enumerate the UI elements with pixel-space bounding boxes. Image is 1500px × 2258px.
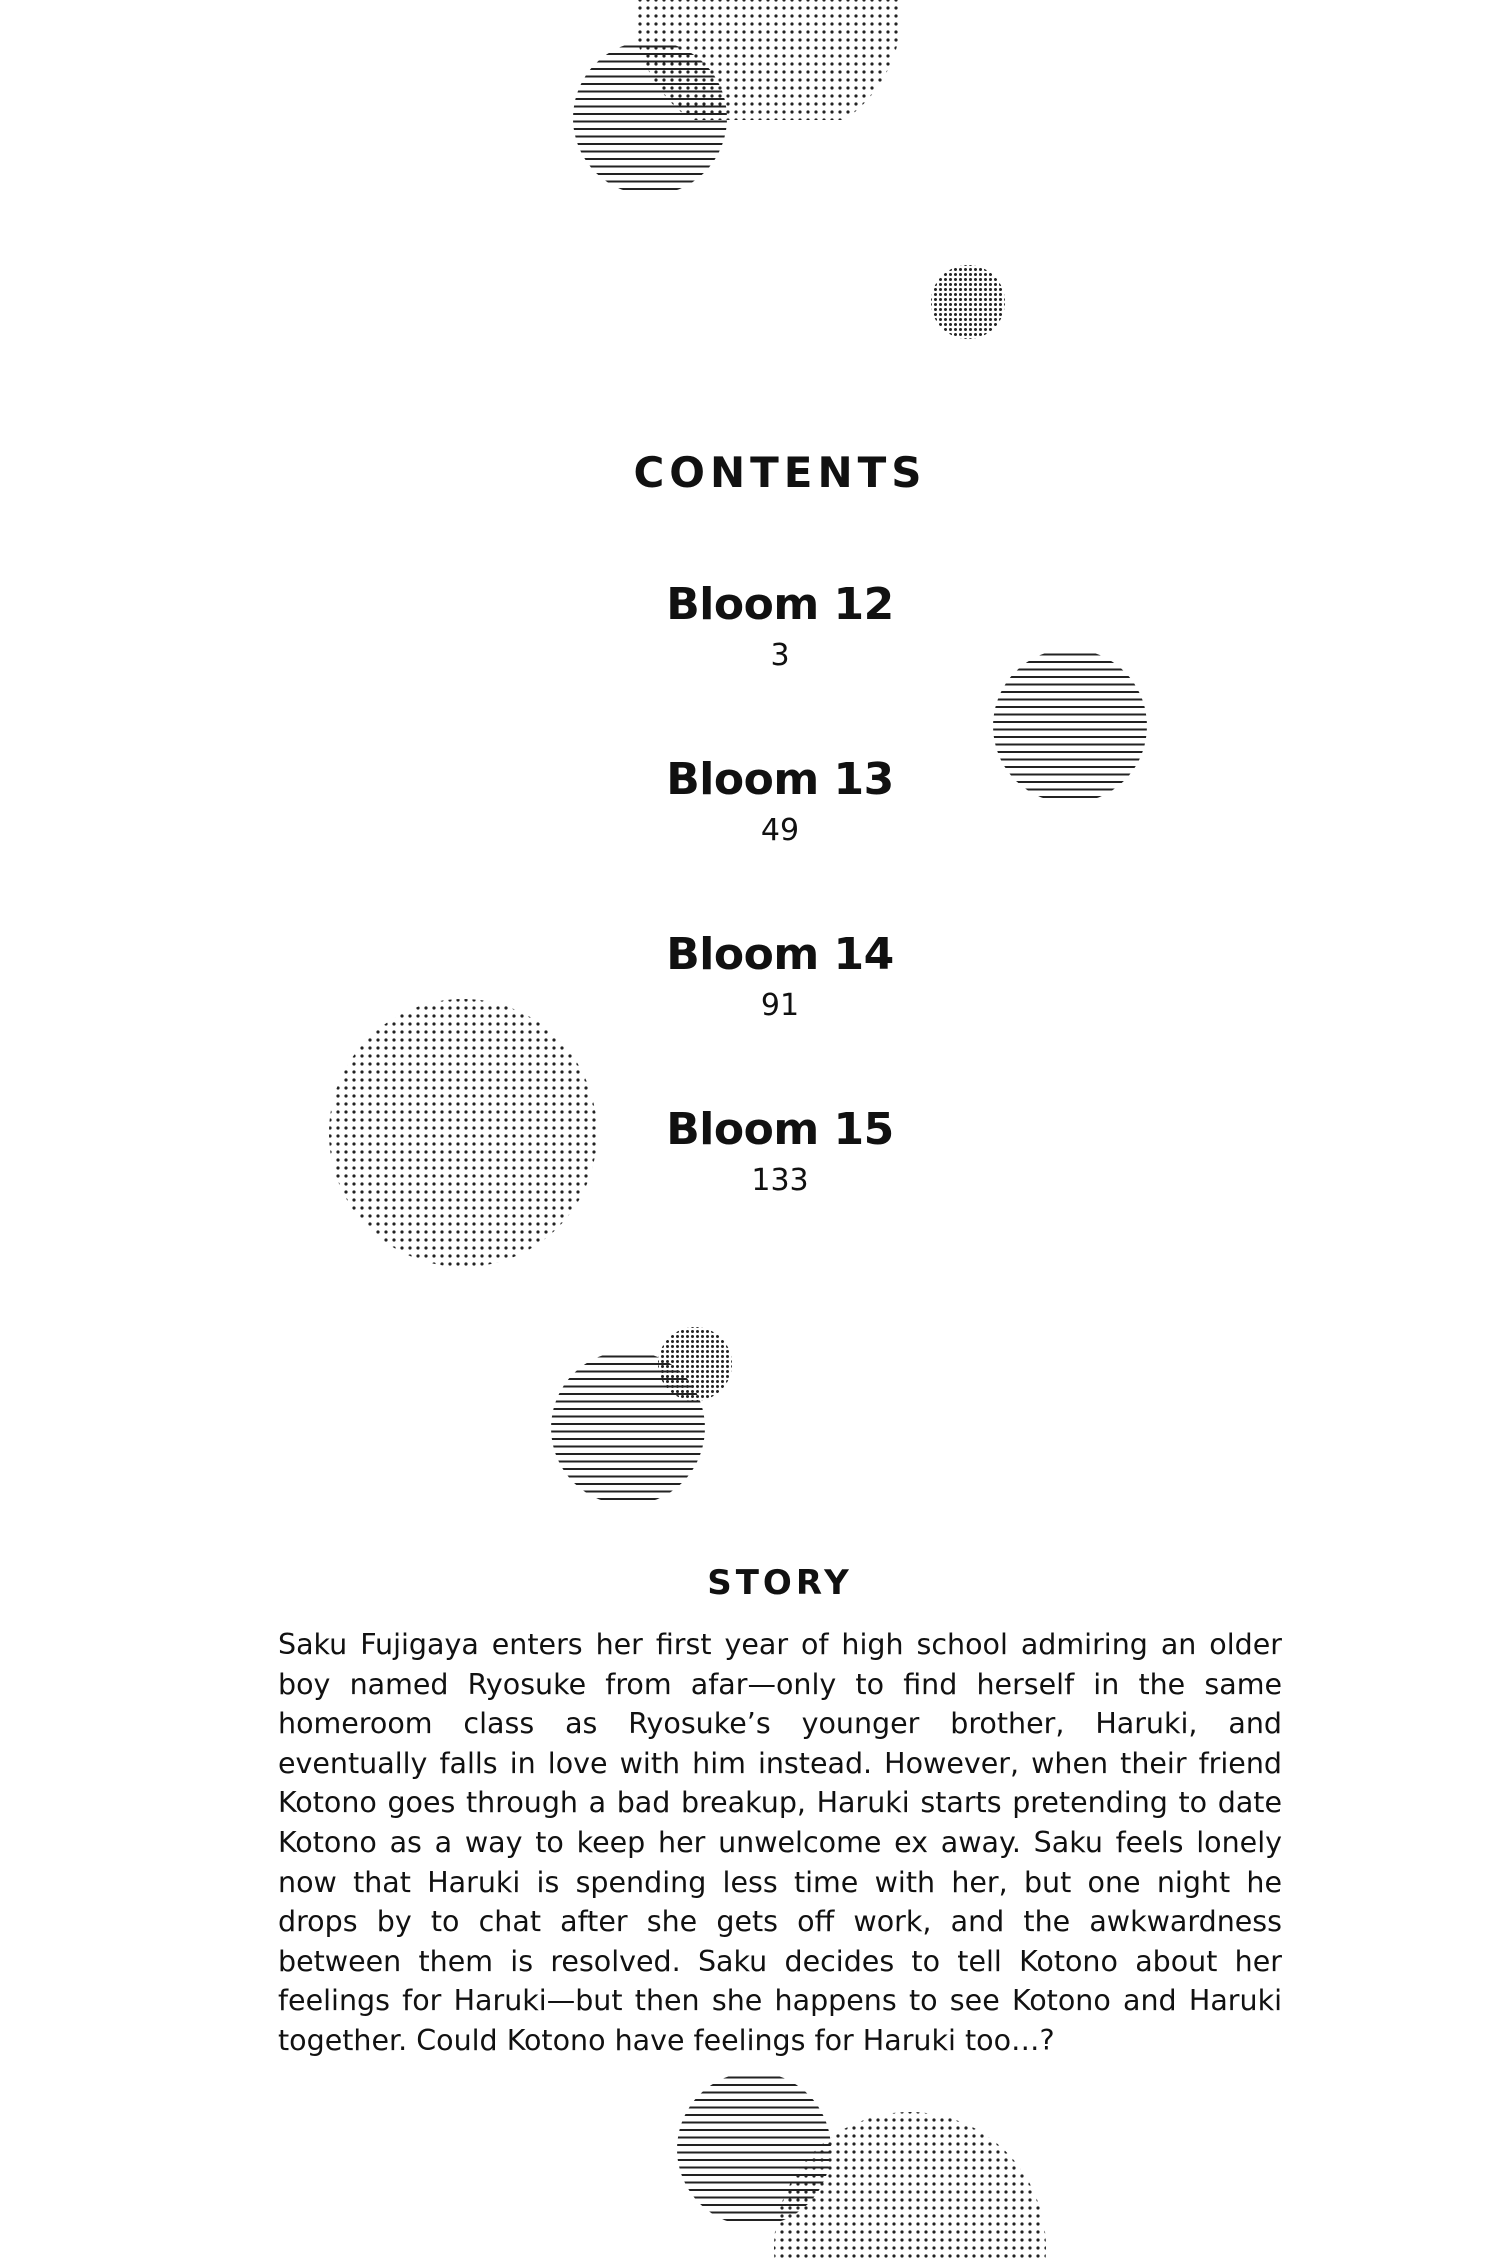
striped-circle-decoration (570, 38, 730, 198)
story-heading: STORY (707, 1563, 853, 1603)
contents-heading: CONTENTS (633, 448, 927, 497)
dotted-circle-decoration (770, 2108, 1050, 2258)
chapter-page-number: 3 (770, 638, 790, 673)
chapter-page-number: 91 (760, 988, 800, 1023)
story-summary: Saku Fujigaya enters her first year of high school admiring an older boy named Ryosuke from afar—only to find herself in the same homeroom class as Ryosuke’s younger brother, Haruki, and eventually falls in love with him instead. However, when their friend Kotono goes through a bad breakup, Haruki starts pretending to date Kotono as a way to keep her unwelcome ex away. Saku feels lonely now that Haruki is spending less time with her, but one night he drops by to chat after she gets off work, and the awkwardness between them is resolved. Saku decides to tell Kotono about her feelings for Haruki—but then she happens to see Kotono and Haruki together. Could Kotono have feelings for Haruki too…? (278, 1628, 1282, 2057)
chapter-title: Bloom 13 (666, 754, 894, 805)
chapter-list (0, 578, 1500, 1278)
chapter-entry[interactable] (0, 578, 1500, 753)
chapter-entry[interactable] (0, 928, 1500, 1103)
dense-dot-circle-decoration (655, 1324, 735, 1404)
chapter-page-number: 133 (751, 1163, 809, 1198)
chapter-page-number: 49 (760, 813, 800, 848)
chapter-title: Bloom 14 (666, 929, 894, 980)
chapter-entry[interactable] (0, 1103, 1500, 1278)
dense-dot-circle-decoration (928, 262, 1008, 342)
chapter-title: Bloom 12 (666, 579, 894, 630)
chapter-title: Bloom 15 (666, 1104, 894, 1155)
chapter-entry[interactable] (0, 753, 1500, 928)
